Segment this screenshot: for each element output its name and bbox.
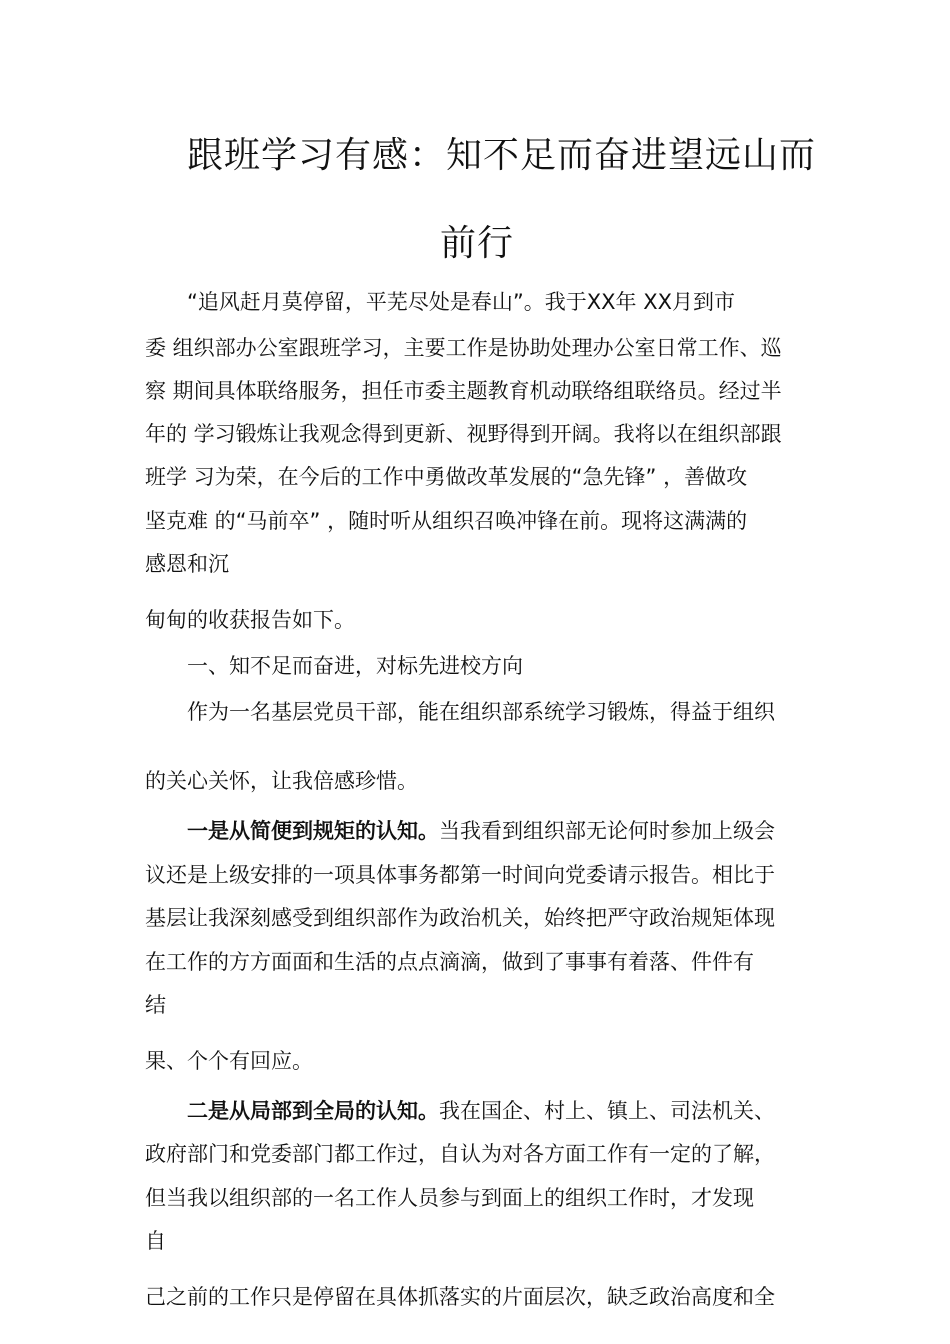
paragraph-text: 当我看到组织部无论何时参加上级会 — [439, 819, 775, 843]
paragraph-line: 感恩和沉 — [145, 552, 229, 576]
paragraph-line — [187, 817, 775, 845]
paragraph-line: 委 组织部办公室跟班学习，主要工作是协助处理办公室日常工作、巡 — [145, 336, 782, 360]
paragraph-line: 班学 习为荣，在今后的工作中勇做改革发展的“急先锋” ，善做攻 — [145, 465, 748, 489]
paragraph-text: 我在国企、村上、镇上、司法机关、 — [439, 1099, 775, 1123]
paragraph-line: 自 — [145, 1229, 166, 1253]
section-heading: 一、知不足而奋进，对标先进校方向 — [187, 654, 523, 678]
paragraph-line: “追风赶月莫停留，平芜尽处是春山”。我于XX年 XX月到市 — [187, 290, 735, 314]
bold-lead-1: 一是从简便到规矩的认知。 — [187, 819, 439, 843]
paragraph-line: 基层让我深刻感受到组织部作为政治机关，始终把严守政治规矩体现 — [145, 906, 775, 930]
paragraph-line: 果、个个有回应。 — [145, 1049, 313, 1073]
paragraph-line — [187, 1097, 775, 1125]
paragraph-line: 甸甸的收获报告如下。 — [145, 608, 355, 632]
title-line-2: 前行 — [440, 223, 515, 264]
paragraph-line: 结 — [145, 993, 166, 1017]
paragraph-line: 坚克难 的“马前卒” ，随时听从组织召唤冲锋在前。现将这满满的 — [145, 509, 748, 533]
paragraph-line: 议还是上级安排的一项具体事务都第一时间向党委请示报告。相比于 — [145, 863, 775, 887]
paragraph-line: 的关心关怀，让我倍感珍惜。 — [145, 769, 418, 793]
paragraph-line: 己之前的工作只是停留在具体抓落实的片面层次，缺乏政治高度和全 — [145, 1285, 775, 1309]
paragraph-line: 在工作的方方面面和生活的点点滴滴，做到了事事有着落、件件有 — [145, 950, 754, 974]
paragraph-line: 察 期间具体联络服务，担任市委主题教育机动联络组联络员。经过半 — [145, 379, 782, 403]
paragraph-line: 政府部门和党委部门都工作过，自认为对各方面工作有一定的了解， — [145, 1142, 775, 1166]
title-line-1: 跟班学习有感：知不足而奋进望远山而 — [187, 135, 817, 176]
paragraph-line: 年的 学习锻炼让我观念得到更新、视野得到开阔。我将以在组织部跟 — [145, 422, 782, 446]
paragraph-line: 作为一名基层党员干部，能在组织部系统学习锻炼，得益于组织 — [187, 700, 775, 724]
bold-lead-2: 二是从局部到全局的认知。 — [187, 1099, 439, 1123]
paragraph-line: 但当我以组织部的一名工作人员参与到面上的组织工作时，才发现 — [145, 1186, 754, 1210]
